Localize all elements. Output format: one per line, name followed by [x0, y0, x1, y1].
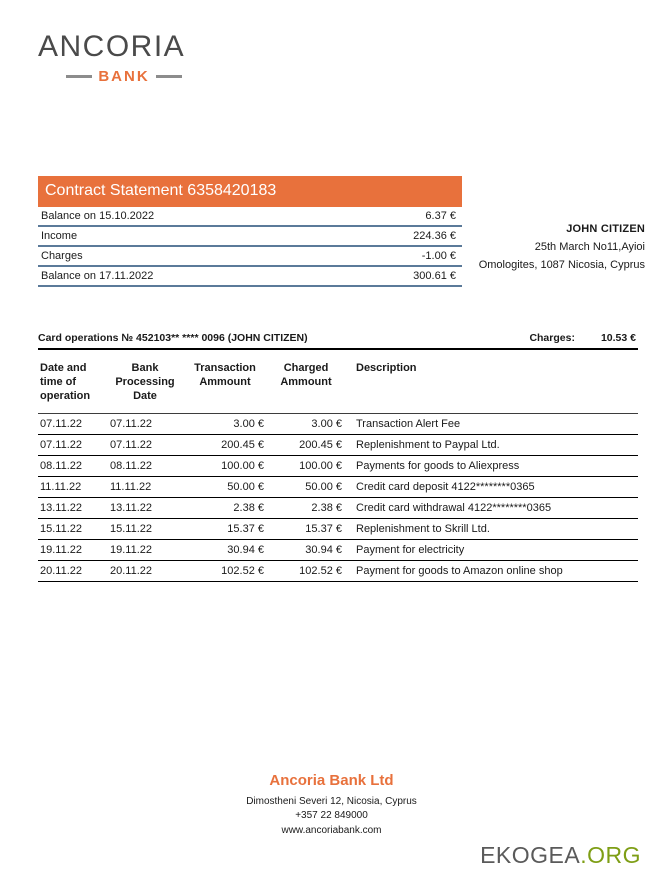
watermark-primary: EKOGEA	[480, 842, 581, 868]
cell-transaction-amount: 200.45 €	[184, 435, 268, 456]
statement-title: Contract Statement 6358420183	[38, 176, 462, 207]
cell-charged-amount: 15.37 €	[268, 519, 346, 540]
transactions-table	[38, 358, 638, 582]
table-row	[38, 435, 638, 456]
card-charges-value: 10.53 €	[600, 332, 636, 344]
cell-description: Credit card withdrawal 4122********0365	[346, 498, 638, 519]
table-row	[38, 456, 638, 477]
summary-label: Balance on 15.10.2022	[41, 209, 155, 222]
logo-bank-line	[38, 69, 210, 84]
cell-description: Payment for electricity	[346, 540, 638, 561]
cell-date: 19.11.22	[38, 540, 108, 561]
summary-label: Income	[41, 229, 78, 242]
cell-transaction-amount: 3.00 €	[184, 414, 268, 435]
cell-date: 07.11.22	[38, 414, 108, 435]
table-row	[38, 519, 638, 540]
column-header-transaction-amount: Transaction Ammount	[184, 358, 268, 414]
card-operations-title: Card operations № 452103** **** 0096 (JOHN CITIZEN)	[38, 332, 308, 344]
column-header-description: Description	[346, 358, 638, 414]
summary-row	[38, 267, 462, 287]
cell-description: Credit card deposit 4122********0365	[346, 477, 638, 498]
cell-bank-date: 13.11.22	[108, 498, 184, 519]
cell-charged-amount: 2.38 €	[268, 498, 346, 519]
cell-date: 13.11.22	[38, 498, 108, 519]
summary-row	[38, 227, 462, 247]
cell-bank-date: 11.11.22	[108, 477, 184, 498]
cell-date: 15.11.22	[38, 519, 108, 540]
cell-charged-amount: 200.45 €	[268, 435, 346, 456]
footer-bank-name: Ancoria Bank Ltd	[269, 772, 394, 789]
summary-row	[38, 207, 462, 227]
card-charges	[529, 332, 638, 344]
cell-description: Replenishment to Paypal Ltd.	[346, 435, 638, 456]
account-holder-name: JOHN CITIZEN	[566, 223, 645, 235]
summary-value: 224.36 €	[413, 229, 456, 242]
cell-description: Transaction Alert Fee	[346, 414, 638, 435]
summary-value: 6.37 €	[425, 209, 456, 222]
column-header-date: Date and time of operation	[38, 358, 108, 414]
watermark-suffix: .ORG	[580, 842, 641, 868]
table-row	[38, 477, 638, 498]
cell-bank-date: 07.11.22	[108, 414, 184, 435]
cell-charged-amount: 50.00 €	[268, 477, 346, 498]
table-row	[38, 561, 638, 582]
cell-transaction-amount: 30.94 €	[184, 540, 268, 561]
cell-bank-date: 07.11.22	[108, 435, 184, 456]
table-row	[38, 498, 638, 519]
cell-bank-date: 08.11.22	[108, 456, 184, 477]
cell-transaction-amount: 102.52 €	[184, 561, 268, 582]
footer-website: www.ancoriabank.com	[281, 824, 382, 836]
summary-row	[38, 247, 462, 267]
cell-charged-amount: 30.94 €	[268, 540, 346, 561]
statement-summary	[38, 176, 462, 287]
logo-bank-label: BANK	[98, 68, 150, 85]
cell-transaction-amount: 2.38 €	[184, 498, 268, 519]
card-operations-heading	[38, 332, 638, 350]
cell-description: Replenishment to Skrill Ltd.	[346, 519, 638, 540]
table-row	[38, 540, 638, 561]
logo-dash-right-icon	[156, 75, 182, 78]
summary-label: Balance on 17.11.2022	[41, 269, 154, 282]
cell-transaction-amount: 50.00 €	[184, 477, 268, 498]
cell-charged-amount: 100.00 €	[268, 456, 346, 477]
logo-wordmark: ANCORIA	[38, 30, 186, 63]
watermark	[480, 842, 641, 869]
cell-transaction-amount: 15.37 €	[184, 519, 268, 540]
footer-phone: +357 22 849000	[295, 810, 368, 822]
footer-address: Dimostheni Severi 12, Nicosia, Cyprus	[246, 795, 417, 807]
summary-value: -1.00 €	[421, 249, 456, 262]
cell-bank-date: 15.11.22	[108, 519, 184, 540]
table-header-row	[38, 358, 638, 414]
summary-value: 300.61 €	[413, 269, 456, 282]
address-line-2: Omologites, 1087 Nicosia, Cyprus	[478, 259, 645, 272]
logo-dash-left-icon	[66, 75, 92, 78]
cell-date: 20.11.22	[38, 561, 108, 582]
card-charges-label: Charges:	[529, 332, 575, 344]
account-holder-address	[415, 220, 645, 274]
bank-logo	[38, 32, 258, 84]
page-footer	[0, 770, 663, 838]
column-header-bank-date: Bank Processing Date	[108, 358, 184, 414]
cell-bank-date: 20.11.22	[108, 561, 184, 582]
cell-description: Payment for goods to Amazon online shop	[346, 561, 638, 582]
cell-charged-amount: 3.00 €	[268, 414, 346, 435]
cell-charged-amount: 102.52 €	[268, 561, 346, 582]
cell-description: Payments for goods to Aliexpress	[346, 456, 638, 477]
address-line-1: 25th March No11,Ayioi	[534, 241, 645, 254]
column-header-charged-amount: Charged Ammount	[268, 358, 346, 414]
cell-bank-date: 19.11.22	[108, 540, 184, 561]
cell-transaction-amount: 100.00 €	[184, 456, 268, 477]
cell-date: 11.11.22	[38, 477, 108, 498]
cell-date: 07.11.22	[38, 435, 108, 456]
cell-date: 08.11.22	[38, 456, 108, 477]
table-row	[38, 414, 638, 435]
summary-label: Charges	[41, 249, 83, 262]
